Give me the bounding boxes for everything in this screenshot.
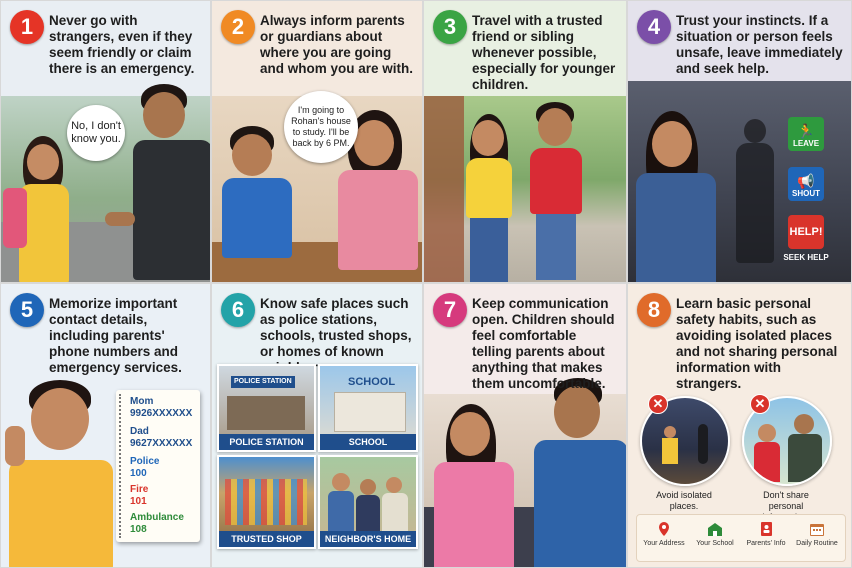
police-station-label: POLICE STATION	[219, 434, 314, 450]
help-sign	[788, 215, 824, 249]
location-pin-icon	[656, 521, 672, 537]
school-photo	[318, 364, 418, 452]
contacts-notebook	[116, 390, 200, 542]
scene-walking	[424, 96, 626, 282]
megaphone-icon: 📢	[797, 173, 815, 189]
speech-bubble: No, I don't know you.	[67, 105, 125, 161]
tip-number-badge: 1	[10, 10, 44, 44]
tip-text: Know safe places such as police stations, schools, trusted shops, or homes of known	[260, 296, 412, 359]
contact-label: Fire	[130, 484, 149, 495]
stranger-figure	[732, 119, 778, 269]
tip-card-7	[423, 283, 627, 568]
girl-figure	[458, 114, 522, 283]
icon-label: Parents' Info	[746, 540, 786, 547]
contact-mom	[130, 396, 192, 420]
tip-card-2	[211, 0, 423, 283]
tip-number-badge: 8	[637, 293, 671, 327]
calendar-icon	[809, 521, 825, 537]
contact-value: 9627XXXXXX	[130, 438, 193, 449]
tip-number-badge: 5	[10, 293, 44, 327]
tip-text: Never go with strangers, even if they seem friendly or claim there is an emergency.	[49, 13, 195, 76]
contact-book-icon	[758, 521, 774, 537]
neighbors-home-photo	[318, 455, 418, 549]
father-figure	[526, 378, 627, 568]
daily-routine-item	[792, 521, 842, 548]
tip-text: Always inform parents or guardians about where you are going and whom you are with.	[260, 13, 414, 76]
x-mark-icon: ✕	[750, 394, 770, 414]
seek-help-label: SEEK HELP	[783, 253, 829, 262]
your-school-item	[690, 521, 740, 548]
trusted-shop-label: TRUSTED SHOP	[219, 531, 314, 547]
tip-number-badge: 6	[221, 293, 255, 327]
contact-label: Ambulance	[130, 512, 184, 523]
tip-number-badge: 2	[221, 10, 255, 44]
tip-text: Travel with a trusted friend or sibling whenever possible, especially for younger children.	[472, 13, 616, 92]
running-person-icon: 🏃	[797, 123, 815, 139]
trusted-shop-photo	[217, 455, 316, 549]
scene-talking	[424, 394, 626, 567]
tip-card-6	[211, 283, 423, 568]
girl-figure	[428, 404, 518, 568]
police-station-sign: POLICE STATION	[231, 376, 295, 388]
parents-info-item	[741, 521, 791, 548]
your-address-item	[639, 521, 689, 548]
personal-info-strip	[636, 514, 846, 562]
contact-ambulance	[130, 512, 184, 536]
tip-card-8	[627, 283, 852, 568]
speech-bubble: I'm going to Rohan's house to study. I'll be back by 6 PM.	[284, 91, 358, 163]
tip-text: Learn basic personal safety habits, such as avoiding isolated places and not sharing personal information with strangers.	[676, 296, 838, 391]
tip-text: Trust your instincts. If a situation or person feels unsafe, leave immediately and seek help.	[676, 13, 843, 76]
tip-text: Memorize important contact details, including parents' phone numbers and emergency services.	[49, 296, 182, 375]
contact-label: Mom	[130, 396, 154, 407]
police-station-photo	[217, 364, 316, 452]
boy-figure	[524, 102, 588, 282]
contact-label: Dad	[130, 426, 149, 437]
leave-sign	[788, 117, 824, 151]
help-label: HELP!	[789, 226, 823, 238]
tip-text: Keep communication open. Children should feel comfortable telling parents about anything that makes them uncomfortable.	[472, 296, 615, 391]
man-figure	[119, 84, 211, 283]
icon-label: Your School	[696, 540, 734, 547]
x-mark-icon: ✕	[648, 394, 668, 414]
tip-card-3	[423, 0, 627, 283]
school-label: SCHOOL	[320, 434, 416, 450]
tip-number-badge: 7	[433, 293, 467, 327]
contact-fire	[130, 484, 148, 508]
school-building-icon	[707, 521, 723, 537]
avoid-caption: Avoid isolated places.	[656, 490, 712, 511]
contact-dad	[130, 426, 192, 450]
tip-number-badge: 3	[433, 10, 467, 44]
dont-share-caption: Don't share personal	[763, 490, 809, 511]
tip-card-4	[627, 0, 852, 283]
boy-figure	[218, 126, 298, 276]
contact-police	[130, 456, 159, 480]
contact-value: 100	[130, 468, 147, 479]
contact-value: 108	[130, 524, 147, 535]
tip-number-badge: 4	[637, 10, 671, 44]
shout-label: SHOUT	[792, 189, 820, 198]
boy-figure	[5, 380, 115, 568]
girl-figure	[9, 136, 79, 283]
shout-sign	[788, 167, 824, 201]
contact-value: 101	[130, 496, 147, 507]
school-sign: SCHOOL	[348, 376, 396, 388]
girl-figure	[630, 111, 720, 283]
leave-label: LEAVE	[792, 139, 820, 148]
neighbors-home-label: NEIGHBOR'S HOME	[320, 531, 416, 547]
icon-label: Daily Routine	[796, 540, 838, 547]
icon-label: Your Address	[643, 540, 685, 547]
tip-card-1	[0, 0, 211, 283]
contact-label: Police	[130, 456, 160, 467]
contact-value: 9926XXXXXX	[130, 408, 193, 419]
